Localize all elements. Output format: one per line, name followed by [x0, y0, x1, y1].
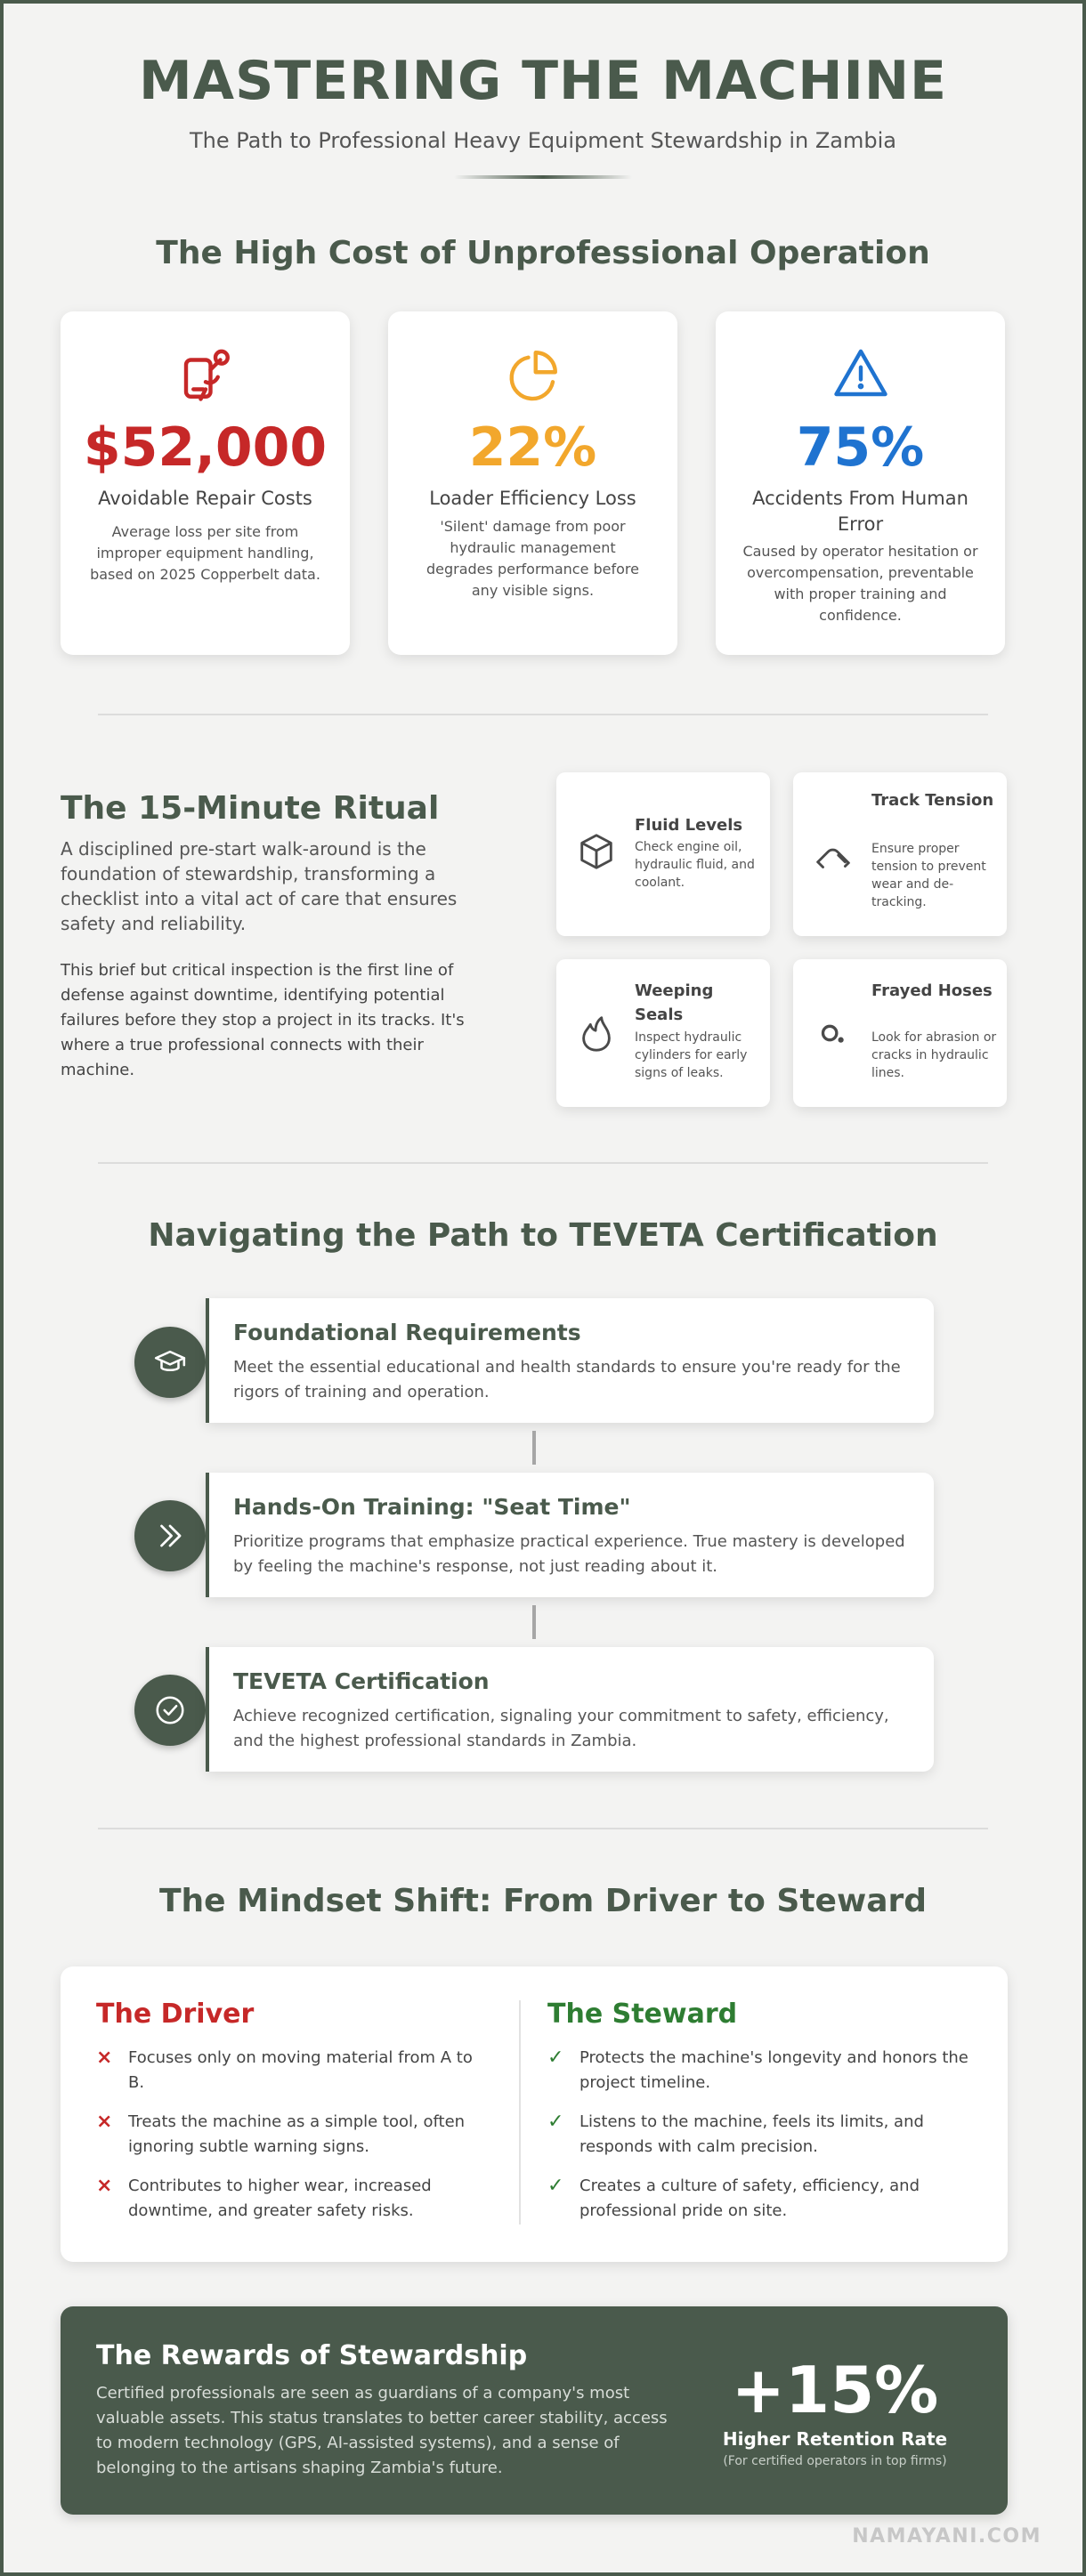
- stat-description: Caused by operator hesitation or overcompensation, preventable with proper training and confidence.: [742, 543, 978, 624]
- stat-card-efficiency-loss: [388, 311, 677, 655]
- step-card-foundational: [206, 1298, 934, 1423]
- step-description: Achieve recognized certification, signaling your commitment to safety, efficiency, and the highest professional standards in Zambia.: [233, 1707, 889, 1750]
- rewards-panel: [61, 2306, 1008, 2515]
- stat-card-repair-costs: [61, 311, 350, 655]
- stat-value: 75%: [796, 416, 925, 479]
- check-title: Weeping Seals: [635, 981, 714, 1024]
- page-subtitle: The Path to Professional Heavy Equipment Stewardship in Zambia: [190, 128, 896, 153]
- flame-icon: [576, 1013, 617, 1054]
- cost-section-title: The High Cost of Unprofessional Operation: [156, 235, 930, 271]
- page-title: MASTERING THE MACHINE: [138, 50, 948, 112]
- stat-label: Avoidable Repair Costs: [98, 488, 312, 509]
- step-card-hands-on-training: [206, 1473, 934, 1597]
- wrench-icon: [813, 836, 854, 877]
- check-card-weeping-seals: [556, 959, 770, 1107]
- checkmark-icon: ✓: [547, 2111, 564, 2133]
- check-card-track-tension: [793, 772, 1007, 936]
- timeline-connector: [532, 1605, 536, 1639]
- pie-chart-icon: [388, 345, 677, 404]
- driver-title: The Driver: [96, 1999, 255, 2030]
- stat-description: 'Silent' damage from poor hydraulic management degrades performance before any visible signs.: [425, 518, 639, 599]
- step-title: Hands-On Training: "Seat Time": [233, 1494, 631, 1520]
- retention-label: Higher Retention Rate: [722, 2428, 948, 2450]
- cross-icon: ×: [96, 2111, 113, 2133]
- ritual-title: The 15-Minute Ritual: [61, 790, 440, 827]
- retention-note: (For certified operators in top firms): [723, 2454, 947, 2468]
- retention-value: +15%: [731, 2353, 939, 2427]
- check-description: Look for abrasion or cracks in hydraulic lines.: [871, 1030, 997, 1080]
- graduation-cap-icon: [134, 1327, 206, 1398]
- stat-description: Average loss per site from improper equipment handling, based on 2025 Copperbelt data.: [90, 523, 320, 583]
- wrench-device-icon: [61, 345, 350, 404]
- section-divider: [98, 1162, 988, 1164]
- double-chevron-icon: [134, 1500, 206, 1571]
- ritual-lead: A disciplined pre-start walk-around is the foundation of stewardship, transforming a checklist into a vital act of care that ensures safety and reliability.: [61, 838, 458, 934]
- check-description: Ensure proper tension to prevent wear and de-tracking.: [871, 842, 986, 909]
- cross-icon: ×: [96, 2047, 113, 2069]
- stat-value: $52,000: [83, 416, 328, 479]
- checkmark-icon: ✓: [547, 2175, 564, 2197]
- stat-label: Accidents From Human Error: [752, 488, 968, 535]
- check-card-fluid-levels: [556, 772, 770, 936]
- check-circle-icon: [134, 1675, 206, 1746]
- check-card-frayed-hoses: [793, 959, 1007, 1107]
- section-divider: [98, 1828, 988, 1829]
- step-card-teveta-certification: [206, 1647, 934, 1772]
- step-title: Foundational Requirements: [233, 1320, 581, 1345]
- step-description: Prioritize programs that emphasize practical experience. True mastery is developed by feeling the machine's response, not just reading about it.: [233, 1532, 905, 1576]
- steward-title: The Steward: [547, 1999, 738, 2030]
- checkmark-icon: ✓: [547, 2047, 564, 2069]
- warning-triangle-icon: [716, 345, 1005, 404]
- title-divider: [454, 175, 632, 179]
- footer-brand[interactable]: NAMAYANI.COM: [852, 2525, 1041, 2548]
- stat-value: 22%: [468, 416, 597, 479]
- check-title: Track Tension: [871, 791, 994, 810]
- step-title: TEVETA Certification: [233, 1668, 490, 1694]
- section-divider: [98, 714, 988, 715]
- cross-icon: ×: [96, 2175, 113, 2197]
- rewards-description: Certified professionals are seen as guardians of a company's most valuable assets. This status translates to better career stability, access to modern technology (GPS, AI-assisted systems), and a sense of belonging to the artisans shaping Zambia's future.: [96, 2384, 668, 2477]
- stat-card-human-error: [716, 311, 1005, 655]
- column-separator: [519, 2000, 521, 2225]
- step-description: Meet the essential educational and health standards to ensure you're ready for the rigors of training and operation.: [233, 1358, 901, 1401]
- rewards-title: The Rewards of Stewardship: [96, 2340, 528, 2371]
- check-title: Fluid Levels: [635, 816, 743, 835]
- check-description: Inspect hydraulic cylinders for early signs of leaks.: [635, 1030, 748, 1080]
- check-title: Frayed Hoses: [871, 981, 993, 1000]
- cube-icon: [576, 831, 617, 872]
- check-description: Check engine oil, hydraulic fluid, and coolant.: [635, 840, 755, 890]
- stat-label: Loader Efficiency Loss: [429, 488, 636, 509]
- ritual-body: This brief but critical inspection is the first line of defense against downtime, identifying potential failures before they stop a project in its tracks. It's where a true professional connects with their machine.: [61, 961, 465, 1079]
- timeline-connector: [532, 1431, 536, 1465]
- hose-icon: [813, 1013, 854, 1054]
- certification-title: Navigating the Path to TEVETA Certification: [148, 1217, 938, 1254]
- mindset-title: The Mindset Shift: From Driver to Steward: [158, 1883, 928, 1919]
